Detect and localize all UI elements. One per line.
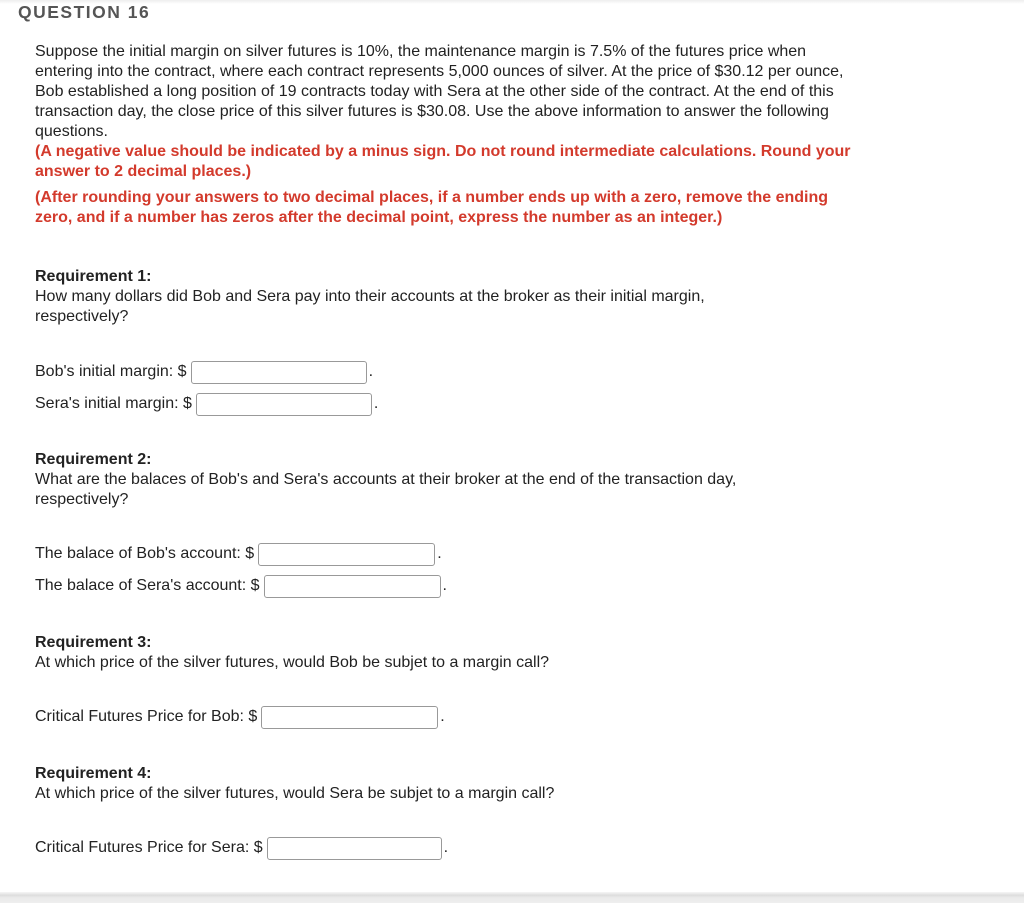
- note-negative-rounding: (A negative value should be indicated by a minus sign. Do not round intermediate calculations. Round your answer to 2 decimal places.): [35, 143, 851, 180]
- bob-critical-price-input[interactable]: [261, 706, 438, 729]
- question-intro: Suppose the initial margin on silver futures is 10%, the maintenance margin is 7.5% of the futures price when entering into the contract, where each contract represents 5,000 ounces of silver. At the price of $30.12 per ounce, Bob established a long position of 19 contracts today with Sera at the other side of the contract. At the end of this transaction day, the close price of this silver futures is $30.08. Use the above information to answer the following questions.: [35, 43, 844, 140]
- bob-balance-row: [35, 542, 442, 566]
- requirement-2: [35, 450, 855, 510]
- field-label: Bob's initial margin: $: [35, 363, 187, 380]
- top-edge: [0, 0, 1024, 4]
- bob-initial-margin-input[interactable]: [191, 361, 367, 384]
- field-suffix: .: [437, 545, 442, 562]
- field-suffix: .: [442, 577, 447, 594]
- bottom-divider: [0, 892, 1024, 903]
- requirement-3: [35, 633, 855, 673]
- requirement-heading: Requirement 3:: [35, 634, 152, 651]
- requirement-text: At which price of the silver futures, would Bob be subjet to a margin call?: [35, 654, 550, 671]
- field-label: Critical Futures Price for Bob: $: [35, 708, 258, 725]
- field-suffix: .: [368, 363, 374, 380]
- sera-critical-price-row: [35, 836, 448, 860]
- sera-balance-row: [35, 574, 447, 598]
- bob-initial-margin-row: [35, 360, 373, 384]
- field-suffix: .: [440, 708, 445, 725]
- note-zero-format: (After rounding your answers to two decimal places, if a number ends up with a zero, remove the ending zero, and if a number has zeros after the decimal point, express the number as an integer.): [35, 189, 829, 226]
- sera-critical-price-input[interactable]: [267, 837, 442, 860]
- requirement-text: What are the balaces of Bob's and Sera's accounts at their broker at the end of the transaction day, respectively?: [35, 471, 737, 508]
- bob-critical-price-row: [35, 705, 445, 729]
- field-label: The balace of Bob's account: $: [35, 545, 255, 562]
- sera-balance-input[interactable]: [264, 575, 441, 598]
- requirement-heading: Requirement 4:: [35, 765, 152, 782]
- sera-initial-margin-row: [35, 392, 378, 416]
- requirement-heading: Requirement 1:: [35, 268, 152, 285]
- question-title: QUESTION 16: [18, 2, 151, 22]
- field-suffix: .: [373, 395, 379, 412]
- bob-balance-input[interactable]: [258, 543, 435, 566]
- requirement-text: At which price of the silver futures, would Sera be subjet to a margin call?: [35, 785, 555, 802]
- requirement-4: [35, 764, 855, 804]
- field-label: Sera's initial margin: $: [35, 395, 192, 412]
- sera-initial-margin-input[interactable]: [196, 393, 372, 416]
- requirement-1: [35, 267, 855, 327]
- field-suffix: .: [443, 839, 449, 856]
- requirement-text: How many dollars did Bob and Sera pay into their accounts at the broker as their initial margin, respectively?: [35, 288, 705, 325]
- requirement-heading: Requirement 2:: [35, 451, 152, 468]
- field-label: The balace of Sera's account: $: [35, 577, 260, 594]
- field-label: Critical Futures Price for Sera: $: [35, 839, 263, 856]
